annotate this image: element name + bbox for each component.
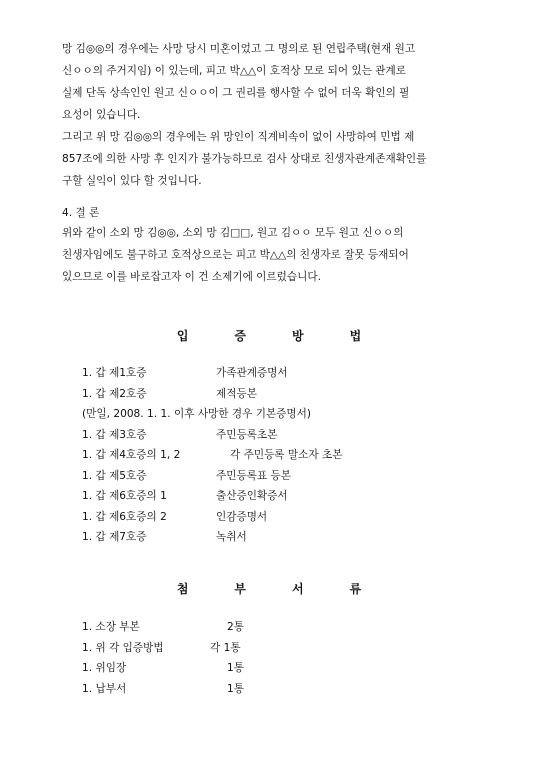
item-value: 2통 [227,621,244,633]
list-item [82,507,311,528]
list-item [82,404,311,425]
text-line: 실제 단독 상속인인 원고 신ㅇㅇ이 그 권리를 행사할 수 없어 더욱 확인의 필 [62,87,410,99]
text-line: 857조에 의한 사망 후 인지가 불가능하므로 검사 상대로 친생자관계존재확인를 [62,153,427,165]
title-char: 법 [349,329,364,343]
evidence-title [0,327,540,344]
title-char: 류 [349,582,364,596]
item-label: 1. 갑 제2호증 [82,387,147,400]
text-line: 요성이 있습니다. [62,109,141,121]
title-char: 증 [234,329,248,343]
item-label: 1. 갑 제7호증 [82,531,147,543]
attachments-title [0,580,540,597]
text-line: 있으므로 이를 바로잡고자 이 건 소제기에 이르렀습니다. [62,271,321,283]
item-label: 1. 갑 제5호증 [82,469,147,482]
item-label: 1. 위 각 입증방법 [82,641,164,654]
text-line: 친생자임에도 불구하고 호적상으로는 피고 박△△의 친생자로 잘못 등재되어 [62,249,409,261]
conclusion-heading: 4. 결 론 [62,207,100,219]
text-line: 신ㅇㅇ의 주거지임) 이 있는데, 피고 박△△이 호적상 모로 되어 있는 관계로 [62,65,407,77]
list-item [82,466,311,487]
list-item [82,679,244,700]
item-value: 각 주민등록 말소자 초본 [230,449,343,461]
item-value: 주민등록초본 [216,428,278,441]
text-line: 위와 같이 소외 망 김◎◎, 소외 망 김□□, 원고 김ㅇㅇ 모두 원고 신ㅇㅇ의 [62,227,404,239]
title-char: 입 [176,329,191,343]
title-char: 방 [292,329,306,343]
item-label: 1. 갑 제3호증 [82,428,147,441]
text-line: 망 김◎◎의 경우에는 사망 당시 미혼이었고 그 명의로 된 연립주택(현재 원고 [62,43,416,55]
item-label: 1. 갑 제4호증의 1, 2 [82,449,181,461]
item-value: 가족관계증명서 [216,367,288,379]
item-label: 1. 소장 부본 [82,621,140,633]
list-item [82,617,244,638]
paragraph-2 [62,126,502,192]
list-item [82,486,311,507]
item-label: 1. 위임장 [82,662,127,674]
paragraph-3 [62,222,502,288]
list-item [82,425,311,446]
item-value: 인감증명서 [216,510,268,523]
item-label: 1. 갑 제6호증의 1 [82,490,167,502]
item-value: 1통 [227,662,244,674]
title-char: 부 [234,582,248,596]
item-value: 제적등본 [216,387,257,400]
list-item [82,527,311,548]
item-value: 주민등록표 등본 [216,469,292,482]
item-value: 각 1통 [210,641,241,654]
item-note: (만일, 2008. 1. 1. 이후 사망한 경우 기본증명서) [82,408,312,420]
evidence-list [82,363,343,548]
list-item [82,638,241,659]
text-line: 구할 실익이 있다 할 것입니다. [62,175,202,187]
text-line: 그리고 위 망 김◎◎의 경우에는 위 망인이 직계비속이 없이 사망하여 민법 제 [62,131,415,143]
item-value: 1통 [227,682,244,695]
list-item [82,445,343,466]
item-value: 출산증인확증서 [216,490,288,502]
item-label: 1. 납부서 [82,682,127,695]
list-item [82,658,244,679]
list-item [82,384,311,405]
title-char: 첨 [176,582,191,596]
title-char: 서 [292,582,306,596]
paragraph-1 [62,38,502,126]
item-label: 1. 갑 제6호증의 2 [82,510,167,523]
item-label: 1. 갑 제1호증 [82,367,147,379]
attachments-list [82,617,244,699]
list-item [82,363,311,384]
item-value: 녹취서 [216,531,247,543]
